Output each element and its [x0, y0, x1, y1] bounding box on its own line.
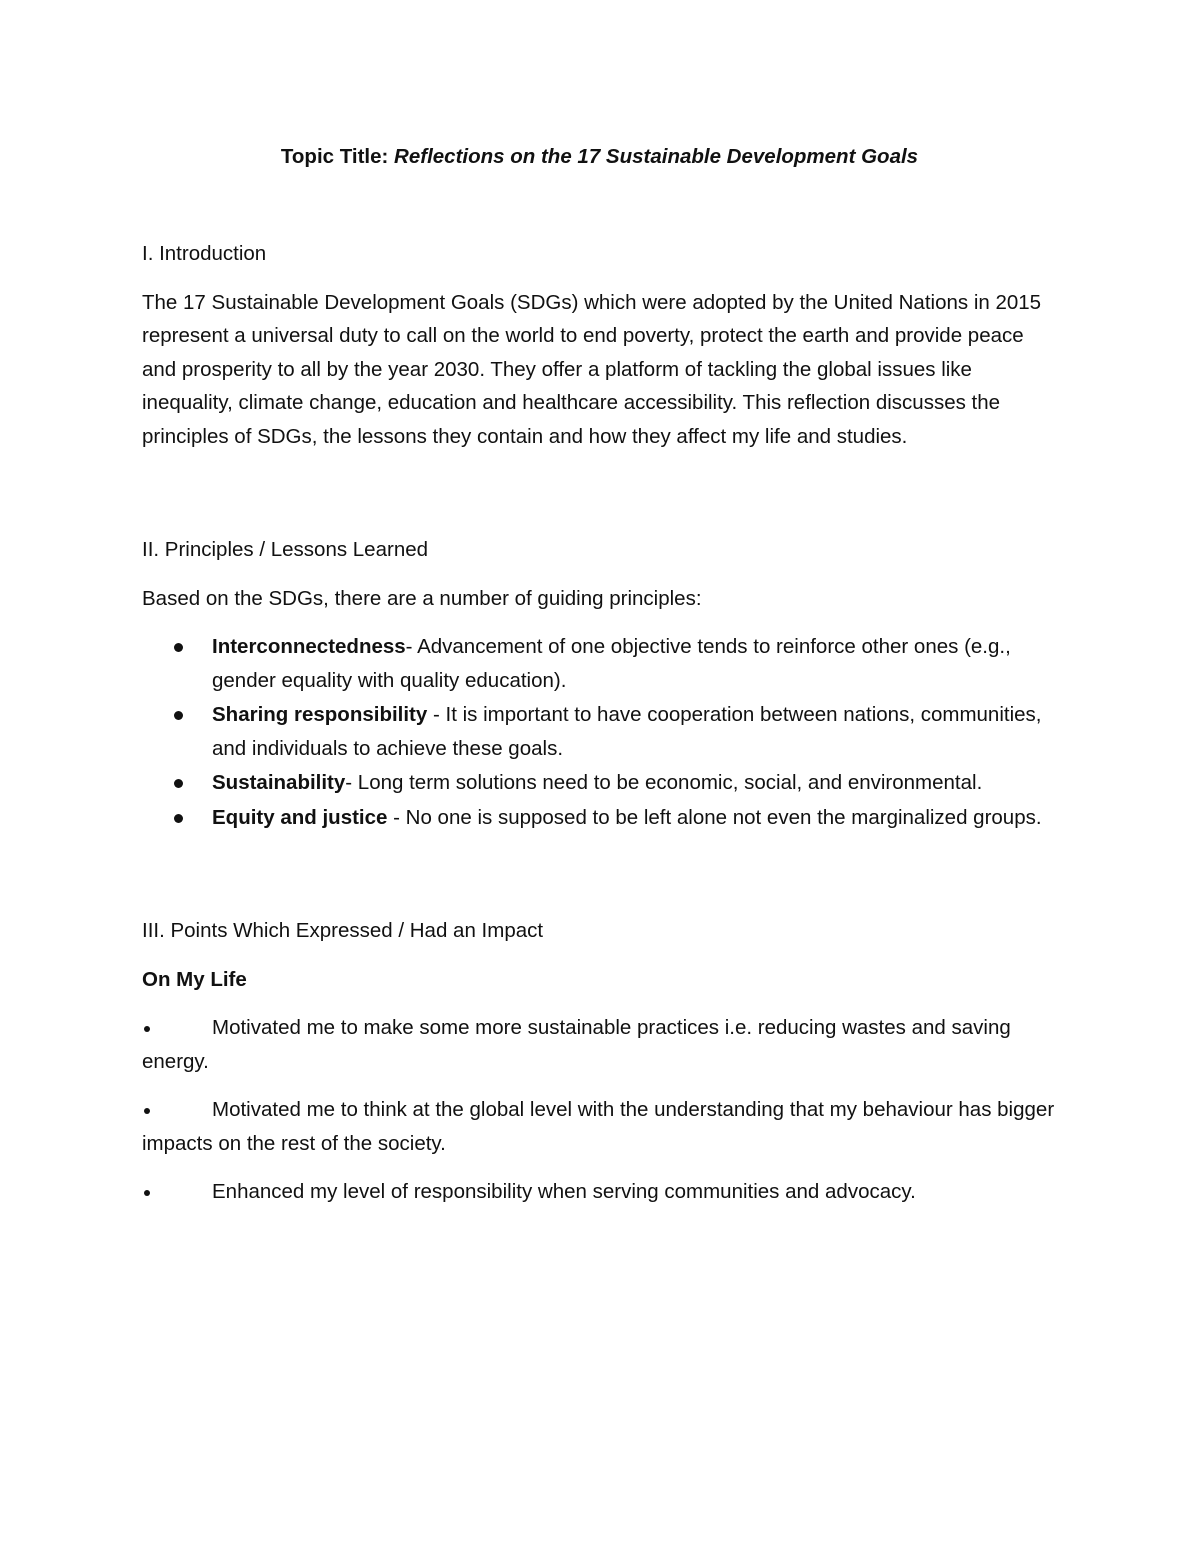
impact-text: Enhanced my level of responsibility when serving communities and advocacy.: [212, 1180, 916, 1203]
bullet-icon: [144, 1108, 150, 1114]
bullet-icon: [144, 1026, 150, 1032]
impact-subheading: On My Life: [142, 967, 247, 991]
impact-heading: III. Points Which Expressed / Had an Impact: [142, 919, 544, 942]
principle-term: Sustainability: [212, 771, 346, 794]
bullet-icon: [144, 1190, 150, 1196]
introduction-paragraph: The 17 Sustainable Development Goals (SDGs) which were adopted by the United Nations in 2015 represent a universal duty to call on the world to end poverty, protect the earth and provide peace and prosperity to all by the year 2030. They offer a platform of tackling the global issues like inequality, climate change, education and healthcare accessibility. This reflection discusses the principles of SDGs, the lessons they contain and how they affect my life and studies.: [142, 290, 1042, 448]
principle-text: - Advancement of one objective tends to reinforce other ones (e.g., gender equality with quality education).: [212, 635, 1011, 692]
principle-term: Equity and justice: [212, 805, 388, 829]
list-item: [142, 1175, 1057, 1209]
principle-text: - It is important to have cooperation between nations, communities, and individuals to achieve these goals.: [212, 703, 1042, 760]
principle-text: - No one is supposed to be left alone not even the marginalized groups.: [387, 805, 1042, 829]
list-item: [142, 698, 1057, 765]
page-title: [142, 140, 1057, 173]
list-item: [142, 1011, 1057, 1078]
bullet-icon: [174, 711, 183, 720]
principle-text: - Long term solutions need to be economic, social, and environmental.: [345, 771, 983, 794]
bullet-icon: [174, 643, 183, 652]
impact-text: Motivated me to think at the global level with the understanding that my behaviour has bigger impacts on the rest of the society.: [142, 1098, 1055, 1155]
principles-heading: II. Principles / Lessons Learned: [142, 538, 429, 561]
impact-text: Motivated me to make some more sustainable practices i.e. reducing wastes and saving energy.: [142, 1016, 1011, 1073]
principles-list: [142, 630, 1057, 834]
list-item: [142, 1093, 1057, 1160]
principles-lead: Based on the SDGs, there are a number of guiding principles:: [142, 586, 702, 610]
document-content: [142, 140, 1057, 1209]
bullet-icon: [174, 779, 183, 788]
principle-term: Interconnectedness: [212, 635, 406, 658]
title-label: Topic Title:: [280, 145, 395, 168]
principle-term: Sharing responsibility: [212, 703, 428, 726]
title-text: Reflections on the 17 Sustainable Development Goals: [394, 145, 919, 168]
list-item: [142, 630, 1057, 697]
list-item: [142, 766, 1057, 800]
introduction-heading: I. Introduction: [142, 242, 267, 265]
bullet-icon: [174, 814, 183, 823]
list-item: [142, 801, 1057, 835]
